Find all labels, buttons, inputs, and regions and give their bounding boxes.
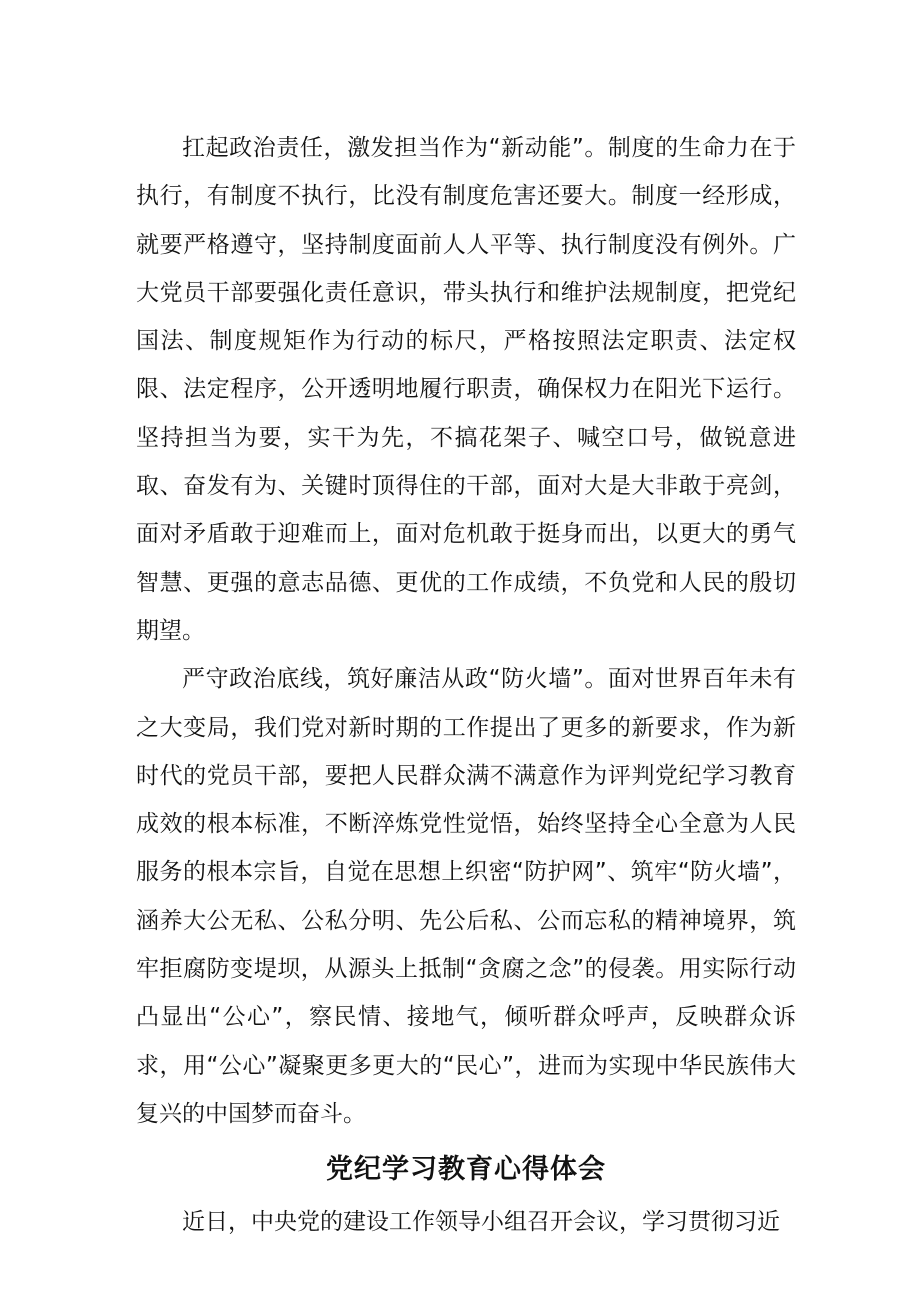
section-first-paragraph: 近日，中央党的建设工作领导小组召开会议，学习贯彻习近 — [182, 1209, 780, 1236]
paragraph-political-responsibility: 扛起政治责任，激发担当作为“新动能”。制度的生命力在于执行，有制度不执行，比没有制度危害还要大。制度一经形成，就要严格遵守，坚持制度面前人人平等、执行制度没有例外。广大党员干部要强化责任意识，带头执行和维护法规制度，把党纪国法、制度规矩作为行动的标尺，严格按照法定职责、法定权限、法定程序，公开透明地履行职责，确保权力在阳光下运行。坚持担当为要，实干为先，不搞花架子、喊空口号，做锐意进取、奋发有为、关键时顶得住的干部，面对大是大非敢于亮剑，面对矛盾敢于迎难而上，面对危机敢于挺身而出，以更大的勇气智慧、更强的意志品德、更优的工作成绩，不负党和人民的殷切期望。 — [136, 135, 796, 644]
document-body — [136, 124, 796, 1247]
section-title: 党纪学习教育心得体会 — [326, 1154, 606, 1186]
paragraph-political-bottom-line: 严守政治底线，筑好廉洁从政“防火墙”。面对世界百年未有之大变局，我们党对新时期的工作提出了更多的新要求，作为新时代的党员干部，要把人民群众满不满意作为评判党纪学习教育成效的根本标准，不断淬炼党性觉悟，始终坚持全心全意为人民服务的根本宗旨，自觉在思想上织密“防护网”、筑牢“防火墙”，涵养大公无私、公私分明、先公后私、公而忘私的精神境界，筑牢拒腐防变堤坝，从源头上抵制“贪腐之念”的侵袭。用实际行动凸显出“公心”，察民情、接地气，倾听群众呼声，反映群众诉求，用“公心”凝聚更多更大的“民心”，进而为实现中华民族伟大复兴的中国梦而奋斗。 — [136, 666, 796, 1127]
